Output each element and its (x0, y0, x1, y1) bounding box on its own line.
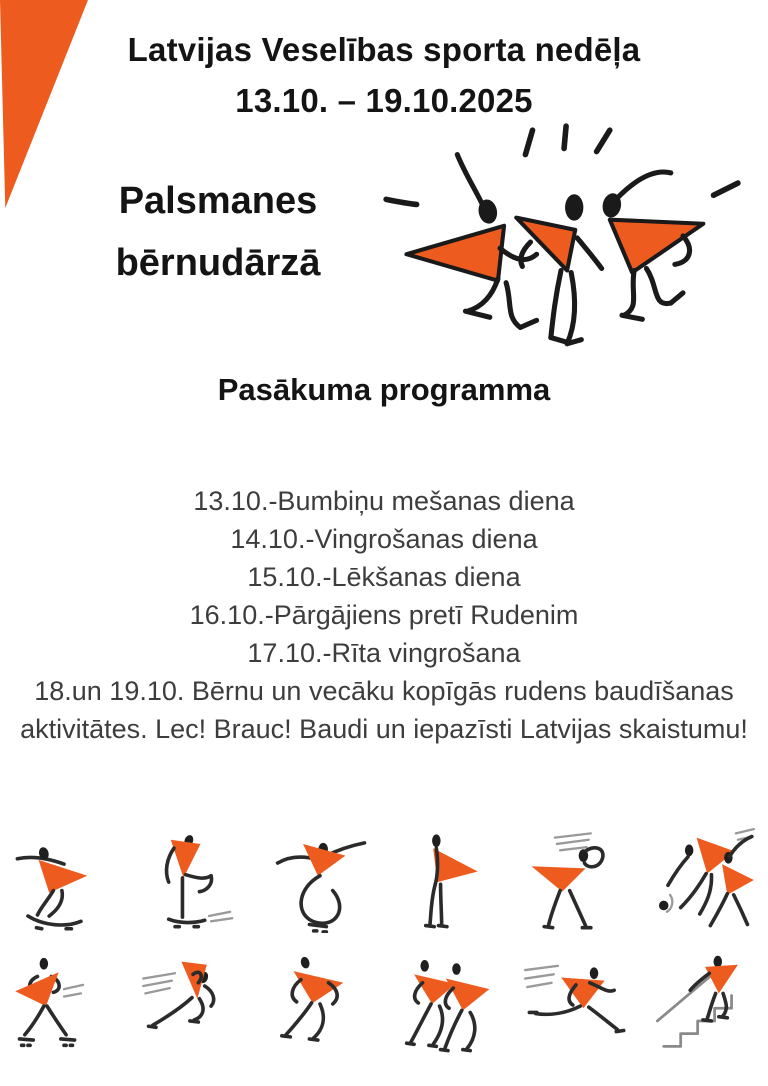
location-title (40, 170, 396, 294)
celebrating-figures-illustration (378, 118, 744, 362)
figure-row-2 (0, 948, 768, 1060)
program-item: 18.un 19.10. Bērnu un vecāku kopīgās rudens baudīšanas aktivitātes. Lec! Brauc! Baudi un iepazīsti Latvijas skaistumu! (20, 676, 748, 744)
fast-runner-illustration (512, 948, 640, 1060)
program-item: 17.10.-Rīta vingrošana (247, 638, 521, 668)
figure-throwing-illustration (512, 824, 640, 936)
event-title (0, 24, 768, 126)
runner-illustration (256, 948, 384, 1060)
stair-climber-illustration (640, 948, 768, 1060)
roller-skater-illustration (0, 948, 128, 1060)
figure-row-1 (0, 824, 768, 936)
sprinter-start-illustration (128, 948, 256, 1060)
event-title-line1: Latvijas Veselības sporta nedēļa (127, 31, 641, 68)
footballers-illustration (640, 824, 768, 936)
runners-pair-illustration (384, 948, 512, 1060)
program-item: 16.10.-Pārgājiens pretī Rudenim (189, 600, 579, 630)
program-item: 15.10.-Lēkšanas diena (247, 562, 521, 592)
location-line2: bērnudārzā (115, 242, 321, 284)
figure-standing-illustration (384, 824, 512, 936)
skater-jumping-illustration (256, 824, 384, 936)
event-title-line2: 13.10. – 19.10.2025 (235, 82, 533, 119)
program-heading: Pasākuma programma (217, 372, 551, 407)
location-line1: Palsmanes (118, 180, 318, 222)
program-item: 13.10.-Bumbiņu mešanas diena (193, 486, 575, 516)
skateboarder-crouching-illustration (0, 824, 128, 936)
skateboarder-kicking-illustration (128, 824, 256, 936)
program-list (14, 482, 754, 748)
program-item: 14.10.-Vingrošanas diena (230, 524, 538, 554)
